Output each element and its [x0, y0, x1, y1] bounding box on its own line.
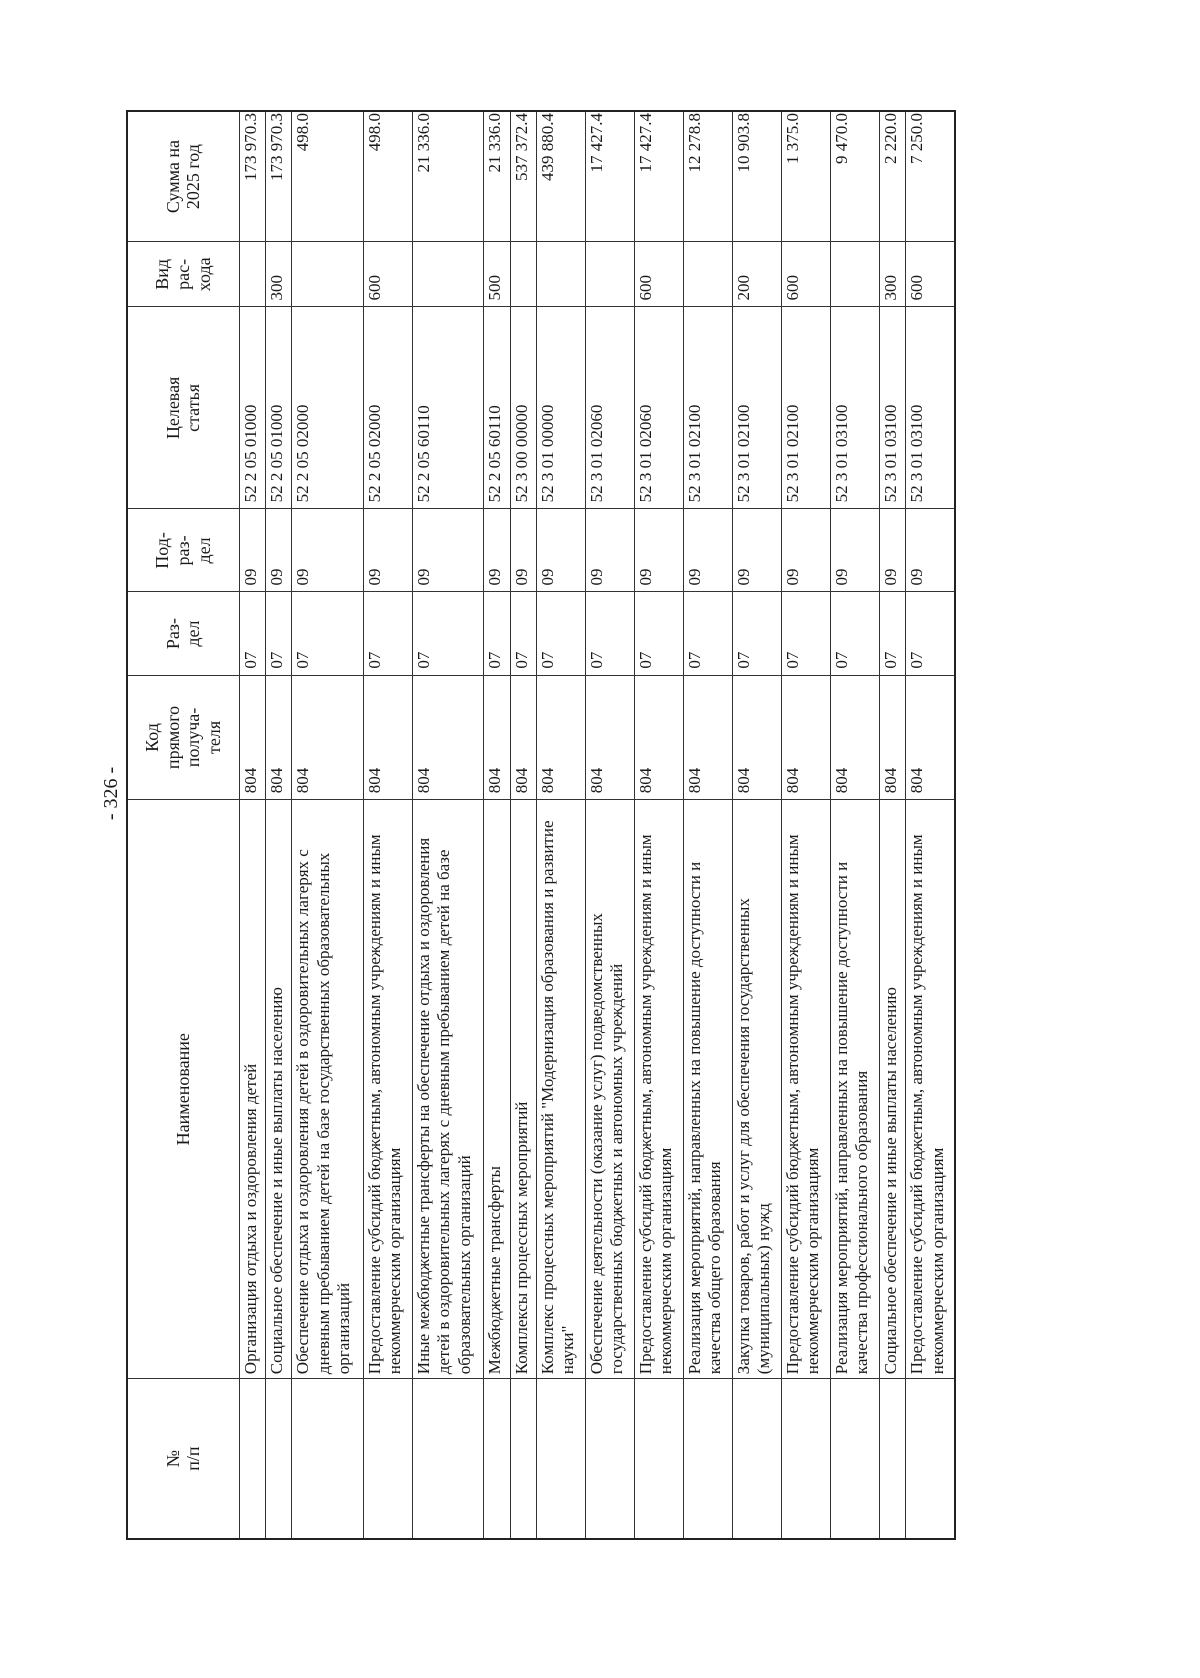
row-name: Комплекс процессных мероприятий "Модернизация образования и развитие науки": [536, 800, 585, 1379]
row-expense-type: [239, 242, 265, 307]
row-sum: 9 470.0: [830, 111, 879, 242]
row-target-article: 52 3 01 03100: [879, 307, 905, 509]
row-expense-type: [683, 242, 732, 307]
row-target-article: 52 2 05 02000: [363, 307, 412, 509]
budget-table: [126, 110, 956, 1540]
row-recipient-code: 804: [239, 675, 265, 800]
row-recipient-code: 804: [510, 675, 536, 800]
row-name: Комплексы процессных мероприятий: [510, 800, 536, 1379]
table-row: [830, 111, 879, 1539]
row-name: Социальное обеспечение и иные выплаты населению: [265, 800, 291, 1379]
row-podrazdel: 09: [536, 509, 585, 592]
table-row: [363, 111, 412, 1539]
row-target-article: 52 3 01 02060: [585, 307, 634, 509]
table-row: [536, 111, 585, 1539]
row-razdel: 07: [732, 592, 781, 675]
row-name: Реализация мероприятий, направленных на повышение доступности и качества профессионального образования: [830, 800, 879, 1379]
row-name: Предоставление субсидий бюджетным, автономным учреждениям и иным некоммерческим организациям: [634, 800, 683, 1379]
row-razdel: 07: [830, 592, 879, 675]
row-target-article: 52 3 01 02100: [683, 307, 732, 509]
row-target-article: 52 3 01 02100: [732, 307, 781, 509]
row-podrazdel: 09: [879, 509, 905, 592]
row-podrazdel: 09: [291, 509, 363, 592]
row-target-article: 52 3 01 03100: [905, 307, 955, 509]
table-row: [265, 111, 291, 1539]
table-row: [484, 111, 510, 1539]
row-expense-type: 600: [363, 242, 412, 307]
row-razdel: 07: [291, 592, 363, 675]
row-num: [291, 1379, 363, 1539]
row-sum: 537 372.4: [510, 111, 536, 242]
row-podrazdel: 09: [634, 509, 683, 592]
row-recipient-code: 804: [265, 675, 291, 800]
row-num: [781, 1379, 830, 1539]
row-recipient-code: 804: [484, 675, 510, 800]
table-row: [683, 111, 732, 1539]
row-razdel: 07: [781, 592, 830, 675]
header-podrazdel: Под- раз- дел: [127, 509, 239, 592]
row-sum: 173 970.3: [265, 111, 291, 242]
row-num: [536, 1379, 585, 1539]
row-razdel: 07: [484, 592, 510, 675]
row-num: [683, 1379, 732, 1539]
row-recipient-code: 804: [683, 675, 732, 800]
row-sum: 17 427.4: [634, 111, 683, 242]
row-sum: 439 880.4: [536, 111, 585, 242]
row-podrazdel: 09: [363, 509, 412, 592]
row-recipient-code: 804: [363, 675, 412, 800]
row-recipient-code: 804: [781, 675, 830, 800]
row-podrazdel: 09: [830, 509, 879, 592]
page-number: - 326 -: [100, 766, 123, 821]
row-target-article: 52 3 01 02060: [634, 307, 683, 509]
row-expense-type: 600: [905, 242, 955, 307]
row-num: [412, 1379, 484, 1539]
row-sum: 10 903.8: [732, 111, 781, 242]
row-recipient-code: 804: [879, 675, 905, 800]
row-name: Предоставление субсидий бюджетным, автономным учреждениям и иным некоммерческим организациям: [905, 800, 955, 1379]
row-podrazdel: 09: [683, 509, 732, 592]
row-expense-type: 300: [265, 242, 291, 307]
row-target-article: 52 3 00 00000: [510, 307, 536, 509]
row-sum: 21 336.0: [484, 111, 510, 242]
row-num: [484, 1379, 510, 1539]
row-recipient-code: 804: [585, 675, 634, 800]
budget-table-rotated: [126, 110, 956, 1540]
row-recipient-code: 804: [905, 675, 955, 800]
row-target-article: 52 3 01 03100: [830, 307, 879, 509]
row-podrazdel: 09: [265, 509, 291, 592]
header-expense-type: Вид рас- хода: [127, 242, 239, 307]
row-sum: 498.0: [291, 111, 363, 242]
row-sum: 21 336.0: [412, 111, 484, 242]
row-sum: 498.0: [363, 111, 412, 242]
row-target-article: 52 2 05 60110: [484, 307, 510, 509]
row-num: [830, 1379, 879, 1539]
row-sum: 12 278.8: [683, 111, 732, 242]
row-num: [879, 1379, 905, 1539]
row-name: Обеспечение отдыха и оздоровления детей в оздоровительных лагерях с дневным пребыванием детей на базе государственных образовательных организаций: [291, 800, 363, 1379]
row-expense-type: 200: [732, 242, 781, 307]
row-num: [239, 1379, 265, 1539]
table-row: [879, 111, 905, 1539]
row-sum: 2 220.0: [879, 111, 905, 242]
row-expense-type: 300: [879, 242, 905, 307]
row-recipient-code: 804: [412, 675, 484, 800]
row-name: Межбюджетные трансферты: [484, 800, 510, 1379]
row-target-article: 52 2 05 02000: [291, 307, 363, 509]
row-expense-type: [291, 242, 363, 307]
header-razdel: Раз- дел: [127, 592, 239, 675]
row-podrazdel: 09: [732, 509, 781, 592]
row-target-article: 52 2 05 60110: [412, 307, 484, 509]
row-target-article: 52 3 01 00000: [536, 307, 585, 509]
row-target-article: 52 3 01 02100: [781, 307, 830, 509]
row-razdel: 07: [363, 592, 412, 675]
row-razdel: 07: [536, 592, 585, 675]
row-name: Иные межбюджетные трансферты на обеспечение отдыха и оздоровления детей в оздоровительных лагерях с дневным пребыванием детей на базе образовательных организаций: [412, 800, 484, 1379]
table-row: [585, 111, 634, 1539]
row-podrazdel: 09: [781, 509, 830, 592]
table-row: [239, 111, 265, 1539]
row-target-article: 52 2 05 01000: [239, 307, 265, 509]
row-sum: 17 427.4: [585, 111, 634, 242]
row-expense-type: [412, 242, 484, 307]
row-recipient-code: 804: [732, 675, 781, 800]
table-row: [732, 111, 781, 1539]
row-sum: 1 375.0: [781, 111, 830, 242]
row-num: [905, 1379, 955, 1539]
table-row: [634, 111, 683, 1539]
row-expense-type: [585, 242, 634, 307]
row-recipient-code: 804: [634, 675, 683, 800]
row-razdel: 07: [412, 592, 484, 675]
row-target-article: 52 2 05 01000: [265, 307, 291, 509]
row-name: Предоставление субсидий бюджетным, автономным учреждениям и иным некоммерческим организациям: [781, 800, 830, 1379]
row-expense-type: 600: [781, 242, 830, 307]
row-podrazdel: 09: [412, 509, 484, 592]
header-num: № п/п: [127, 1379, 239, 1539]
row-expense-type: [536, 242, 585, 307]
table-row: [291, 111, 363, 1539]
row-num: [363, 1379, 412, 1539]
row-razdel: 07: [634, 592, 683, 675]
row-num: [510, 1379, 536, 1539]
header-target-article: Целевая статья: [127, 307, 239, 509]
row-expense-type: [830, 242, 879, 307]
row-recipient-code: 804: [291, 675, 363, 800]
row-num: [634, 1379, 683, 1539]
row-name: Реализация мероприятий, направленных на повышение доступности и качества общего образования: [683, 800, 732, 1379]
row-num: [265, 1379, 291, 1539]
row-name: Предоставление субсидий бюджетным, автономным учреждениям и иным некоммерческим организациям: [363, 800, 412, 1379]
table-row: [412, 111, 484, 1539]
row-name: Закупка товаров, работ и услуг для обеспечения государственных (муниципальных) нужд: [732, 800, 781, 1379]
row-podrazdel: 09: [585, 509, 634, 592]
row-num: [585, 1379, 634, 1539]
row-razdel: 07: [265, 592, 291, 675]
row-razdel: 07: [510, 592, 536, 675]
row-razdel: 07: [585, 592, 634, 675]
row-name: Обеспечение деятельности (оказание услуг) подведомственных государственных бюджетных и автономных учреждений: [585, 800, 634, 1379]
row-razdel: 07: [905, 592, 955, 675]
header-name: Наименование: [127, 800, 239, 1379]
table-row: [905, 111, 955, 1539]
row-sum: 173 970.3: [239, 111, 265, 242]
header-sum-2025: Сумма на 2025 год: [127, 111, 239, 242]
row-recipient-code: 804: [536, 675, 585, 800]
row-name: Организация отдыха и оздоровления детей: [239, 800, 265, 1379]
row-sum: 7 250.0: [905, 111, 955, 242]
row-expense-type: 600: [634, 242, 683, 307]
table-header-row: [127, 111, 239, 1539]
row-expense-type: 500: [484, 242, 510, 307]
row-podrazdel: 09: [510, 509, 536, 592]
row-podrazdel: 09: [905, 509, 955, 592]
row-razdel: 07: [239, 592, 265, 675]
table-row: [781, 111, 830, 1539]
header-recipient-code: Код прямого получа- теля: [127, 675, 239, 800]
row-expense-type: [510, 242, 536, 307]
table-row: [510, 111, 536, 1539]
row-razdel: 07: [879, 592, 905, 675]
row-razdel: 07: [683, 592, 732, 675]
row-name: Социальное обеспечение и иные выплаты населению: [879, 800, 905, 1379]
row-recipient-code: 804: [830, 675, 879, 800]
row-num: [732, 1379, 781, 1539]
row-podrazdel: 09: [239, 509, 265, 592]
row-podrazdel: 09: [484, 509, 510, 592]
